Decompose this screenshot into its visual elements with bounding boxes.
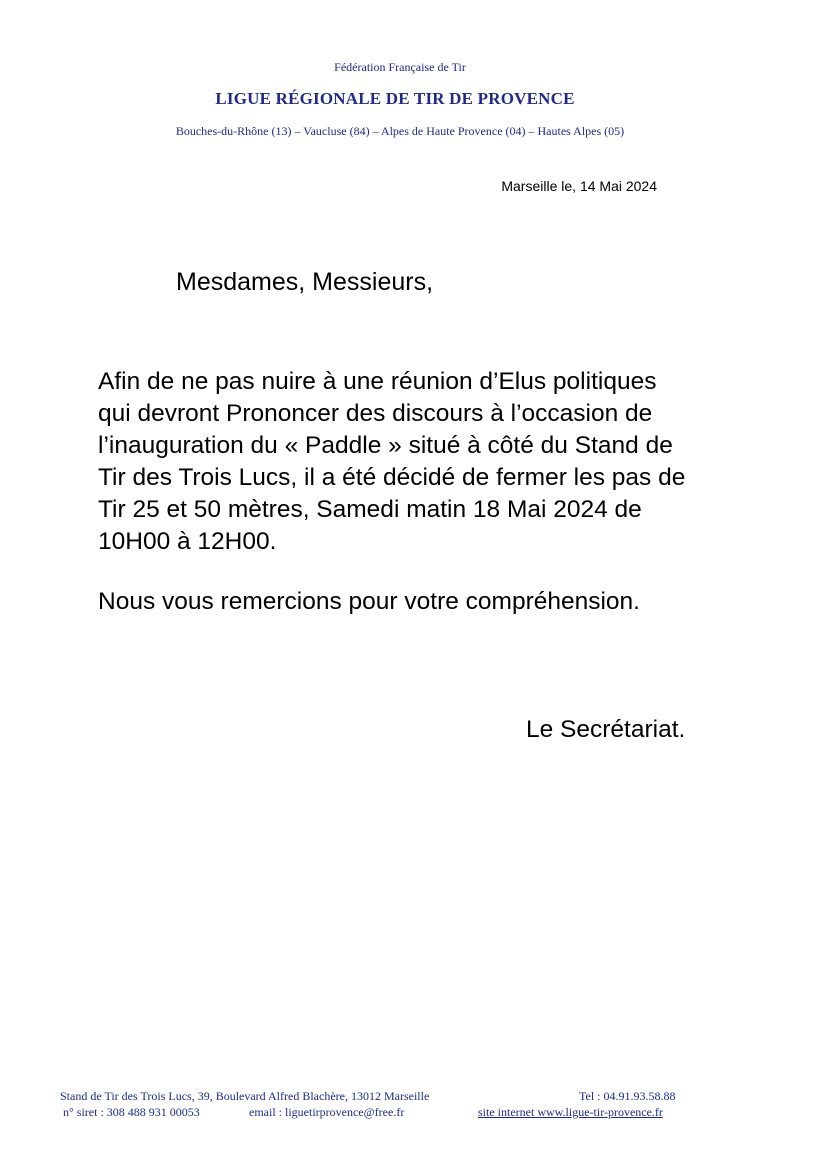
body-line: l’inauguration du « Paddle » situé à côté du Stand de bbox=[98, 432, 673, 459]
body-line: Tir 25 et 50 mètres, Samedi matin 18 Mai 2024 de bbox=[98, 496, 642, 523]
body-line: Tir des Trois Lucs, il a été décidé de fermer les pas de bbox=[98, 464, 686, 491]
body-line: 10H00 à 12H00. bbox=[98, 528, 277, 555]
federation-name: Fédération Française de Tir bbox=[334, 60, 466, 74]
footer-phone: Tel : 04.91.93.58.88 bbox=[579, 1089, 676, 1103]
departments-line: Bouches-du-Rhône (13) – Vaucluse (84) – Alpes de Haute Provence (04) – Hautes Alpes (05) bbox=[175, 124, 625, 138]
signature: Le Secrétariat. bbox=[526, 716, 686, 743]
date-line: Marseille le, 14 Mai 2024 bbox=[501, 178, 657, 194]
footer-website-link[interactable]: site internet www.ligue-tir-provence.fr bbox=[478, 1105, 663, 1119]
footer-siret: n° siret : 308 488 931 00053 bbox=[63, 1105, 200, 1119]
body-line: Afin de ne pas nuire à une réunion d’Elus politiques bbox=[98, 368, 657, 395]
body-line: qui devront Prononcer des discours à l’occasion de bbox=[98, 400, 653, 427]
league-title: LIGUE RÉGIONALE DE TIR DE PROVENCE bbox=[215, 89, 575, 108]
footer-address: Stand de Tir des Trois Lucs, 39, Boulevard Alfred Blachère, 13012 Marseille bbox=[60, 1089, 430, 1103]
salutation: Mesdames, Messieurs, bbox=[176, 268, 434, 296]
letter-body bbox=[98, 366, 778, 558]
thanks-line: Nous vous remercions pour votre compréhension. bbox=[98, 588, 640, 615]
footer-email[interactable]: email : liguetirprovence@free.fr bbox=[249, 1105, 405, 1119]
